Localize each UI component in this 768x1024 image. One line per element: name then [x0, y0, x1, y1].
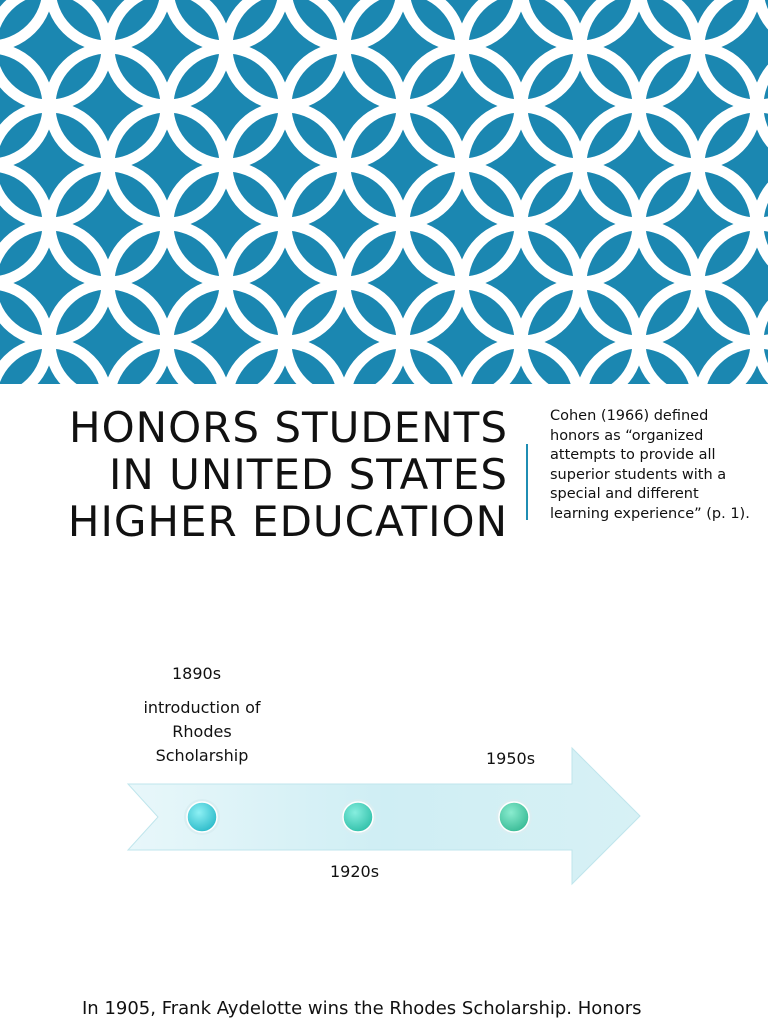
title-line-1: HONORS STUDENTS — [69, 403, 508, 452]
timeline-arrow — [120, 742, 648, 892]
timeline-label-1890s: 1890s — [172, 664, 222, 683]
timeline-dot-1920s — [340, 799, 376, 835]
timeline-dot-1950s — [496, 799, 532, 835]
title-line-3: HIGHER EDUCATION — [67, 497, 508, 546]
slide-title — [40, 404, 508, 545]
timeline-event-rhodes: introduction of Rhodes Scholarship — [143, 698, 261, 765]
footer-text: In 1905, Frank Aydelotte wins the Rhodes Scholarship. Honors — [82, 998, 642, 1019]
title-divider — [526, 444, 528, 520]
timeline-dot-1890s — [184, 799, 220, 835]
title-line-2: IN UNITED STATES — [109, 450, 508, 499]
timeline-label-1950s: 1950s — [486, 749, 536, 768]
decorative-pattern-banner — [0, 0, 768, 384]
timeline-label-1920s: 1920s — [330, 862, 380, 881]
definition-quote: Cohen (1966) defined honors as “organized attempts to provide all superior students with a special and different learning experience” (p. 1). — [550, 408, 750, 522]
